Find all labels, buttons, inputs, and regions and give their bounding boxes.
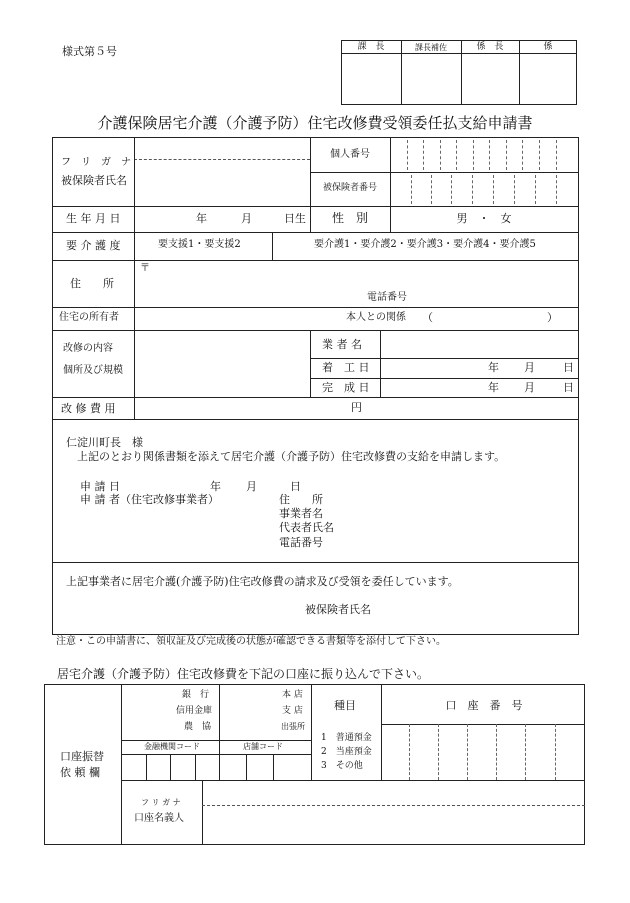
renovation-content-label: 改修の内容 <box>63 343 113 354</box>
addressee: 仁淀川町長 様 <box>66 436 143 449</box>
category-ordinary[interactable]: 1 普通預金 <box>321 733 372 743</box>
cost-unit: 円 <box>351 401 362 414</box>
furigana-label: フ リ ガ ナ <box>61 157 131 168</box>
gender-label: 性 別 <box>331 211 369 225</box>
care-support-options[interactable]: 要支援1・要支援2 <box>158 239 241 250</box>
postal-mark: 〒 <box>140 263 150 274</box>
relation-open-paren: （ <box>422 311 433 324</box>
care-level-label: 要 介 護 度 <box>66 239 121 252</box>
category-other[interactable]: 3 その他 <box>321 761 363 771</box>
personal-number-label: 個人番号 <box>330 149 370 160</box>
gender-options[interactable]: 男 ・ 女 <box>456 212 512 225</box>
holder-furigana-label: フ リ ガ ナ <box>141 798 181 807</box>
complete-month-unit: 月 <box>524 381 535 394</box>
birth-year-unit: 年 <box>196 212 207 225</box>
bank-code-label: 金融機関コード <box>144 742 200 751</box>
application-date-label: 申 請 日 <box>80 480 120 493</box>
delegation-statement: 上記事業者に居宅介護(介護予防)住宅改修費の請求及び受領を委任しています。 <box>66 575 459 588</box>
category-current[interactable]: 2 当座預金 <box>321 747 372 757</box>
birth-date-label: 生 年 月 日 <box>66 212 121 225</box>
approval-header-assistant: 課長補佐 <box>415 43 447 52</box>
complete-year-unit: 年 <box>488 381 499 394</box>
branch-type-branch[interactable]: 支 店 <box>282 706 303 716</box>
account-category-label: 種目 <box>334 699 356 712</box>
application-month-unit: 月 <box>246 480 257 493</box>
bank-type-agri[interactable]: 農 協 <box>184 722 212 732</box>
application-day-unit: 日 <box>290 480 301 493</box>
branch-type-office[interactable]: 出張所 <box>281 722 305 731</box>
renovation-cost-label: 改 修 費 用 <box>61 402 116 415</box>
relation-label: 本人との関係 <box>346 312 406 323</box>
application-statement: 上記のとおり関係書類を添えて居宅介護（介護予防）住宅改修費の支給を申請します。 <box>77 450 506 463</box>
application-year-unit: 年 <box>210 480 221 493</box>
start-month-unit: 月 <box>524 361 535 374</box>
contractor-address-label: 住 所 <box>279 493 323 506</box>
business-name-label: 事業者名 <box>279 507 323 520</box>
branch-code-label: 店舗コード <box>243 742 283 751</box>
renovation-location-label: 個所及び規模 <box>63 365 123 376</box>
bank-type-bank[interactable]: 銀 行 <box>182 690 210 700</box>
approval-header-chief: 課 長 <box>357 42 385 52</box>
complete-day-unit: 日 <box>563 381 574 394</box>
bank-heading: 居宅介護（介護予防）住宅改修費を下記の口座に振り込んで下さい。 <box>57 667 430 681</box>
house-owner-label: 住宅の所有者 <box>59 312 119 323</box>
account-number-label: 口 座 番 号 <box>445 699 523 712</box>
phone-label: 電話番号 <box>367 292 407 303</box>
bank-type-credit[interactable]: 信用金庫 <box>176 706 213 716</box>
insured-name-label: 被保険者氏名 <box>61 174 127 187</box>
bank-request-label-1: 口座振替 <box>60 750 104 763</box>
form-number: 様式第５号 <box>62 45 117 58</box>
delegation-signature-label: 被保険者氏名 <box>305 603 371 616</box>
relation-close-paren: ） <box>547 311 558 324</box>
birth-day-unit: 日生 <box>284 212 306 225</box>
contractor-label: 業 者 名 <box>322 338 362 351</box>
care-level-options[interactable]: 要介護1・要介護2・要介護3・要介護4・要介護5 <box>314 239 536 250</box>
completion-date-label: 完 成 日 <box>322 381 370 394</box>
contractor-phone-label: 電話番号 <box>279 536 323 549</box>
branch-type-main[interactable]: 本 店 <box>282 690 303 700</box>
representative-label: 代表者氏名 <box>279 521 334 534</box>
start-date-label: 着 工 日 <box>322 361 370 374</box>
attachment-note: 注意・この申請書に、領収証及び完成後の状態が確認できる書類等を添付して下さい。 <box>56 636 446 647</box>
insured-number-label: 被保険者番号 <box>322 183 378 193</box>
account-holder-label: 口座名義人 <box>134 813 184 824</box>
start-year-unit: 年 <box>488 361 499 374</box>
address-label: 住 所 <box>70 277 114 290</box>
approval-header-staff: 係 <box>543 42 553 52</box>
approval-header-section: 係 長 <box>476 42 504 52</box>
applicant-label: 申 請 者（住宅改修事業者） <box>80 493 219 506</box>
start-day-unit: 日 <box>563 361 574 374</box>
page-title: 介護保険居宅介護（介護予防）住宅改修費受領委任払支給申請書 <box>97 114 533 132</box>
bank-request-label-2: 依 頼 欄 <box>60 766 100 779</box>
birth-month-unit: 月 <box>241 212 252 225</box>
